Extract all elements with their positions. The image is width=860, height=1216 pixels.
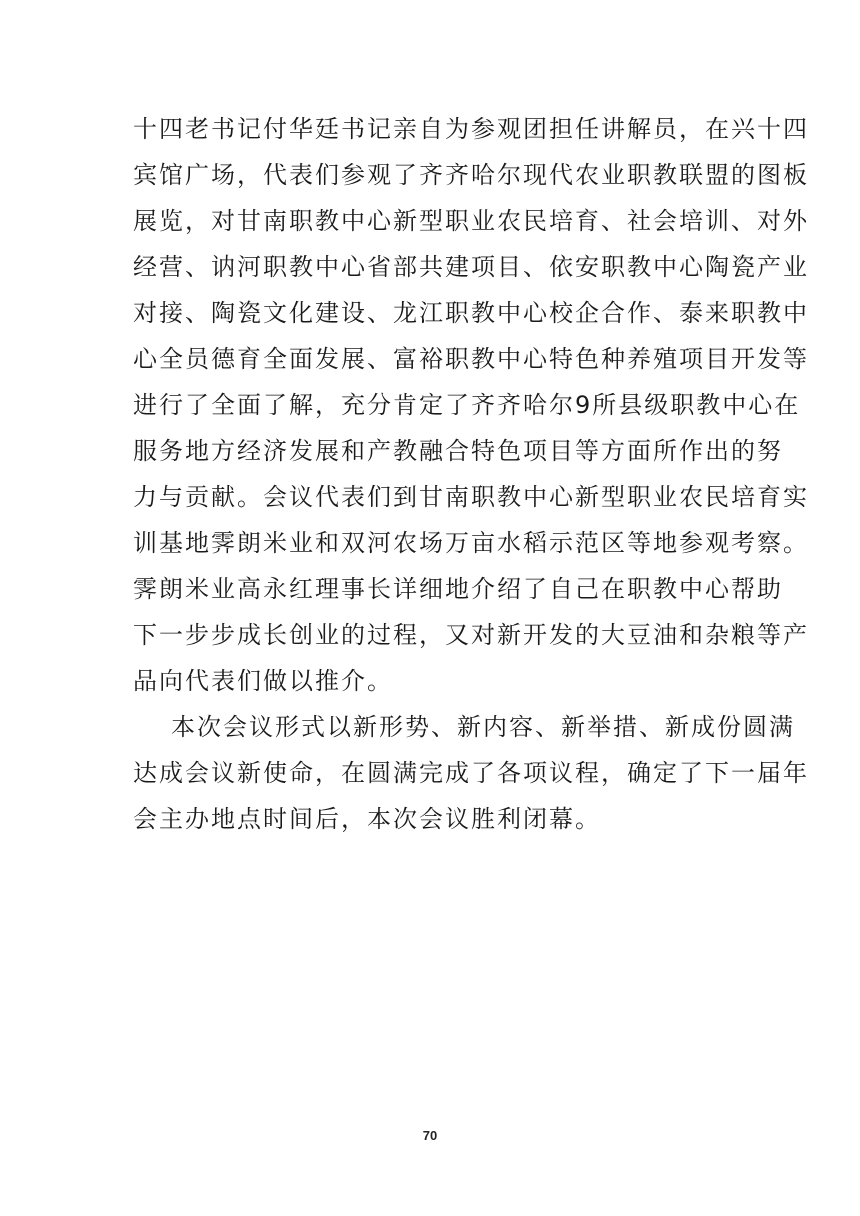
paragraph-line: 下一步步成长创业的过程，又对新开发的大豆油和杂粮等产 (133, 621, 809, 649)
paragraph-line: 达成会议新使命，在圆满完成了各项议程，确定了下一届年 (133, 759, 809, 787)
paragraph-line: 霁朗米业高永红理事长详细地介绍了自己在职教中心帮助 (133, 575, 783, 603)
paragraph-line: 心全员德育全面发展、富裕职教中心特色种养殖项目开发等 (133, 345, 809, 373)
paragraph-line: 力与贡献。会议代表们到甘南职教中心新型职业农民培育实 (133, 483, 809, 511)
paragraph-line: 服务地方经济发展和产教融合特色项目等方面所作出的努 (133, 437, 783, 465)
paragraph-line: 进行了全面了解，充分肯定了齐齐哈尔9所县级职教中心在 (133, 391, 801, 419)
paragraph-line: 十四老书记付华廷书记亲自为参观团担任讲解员，在兴十四 (133, 115, 809, 143)
paragraph-line: 训基地霁朗米业和双河农场万亩水稻示范区等地参观考察。 (133, 529, 809, 557)
paragraph-line: 本次会议形式以新形势、新内容、新举措、新成份圆满 (171, 713, 795, 741)
paragraph-line: 展览，对甘南职教中心新型职业农民培育、社会培训、对外 (133, 207, 809, 235)
page-number: 70 (422, 1128, 438, 1143)
paragraph-line: 对接、陶瓷文化建设、龙江职教中心校企合作、泰来职教中 (133, 299, 809, 327)
paragraph-line: 经营、讷河职教中心省部共建项目、依安职教中心陶瓷产业 (133, 253, 809, 281)
paragraph-2 (133, 704, 809, 842)
paragraph-line: 品向代表们做以推介。 (133, 667, 393, 695)
paragraph-1 (133, 106, 809, 704)
paragraph-line: 会主办地点时间后，本次会议胜利闭幕。 (133, 805, 601, 833)
paragraph-line: 宾馆广场，代表们参观了齐齐哈尔现代农业职教联盟的图板 (133, 161, 809, 189)
body-text (133, 106, 809, 842)
